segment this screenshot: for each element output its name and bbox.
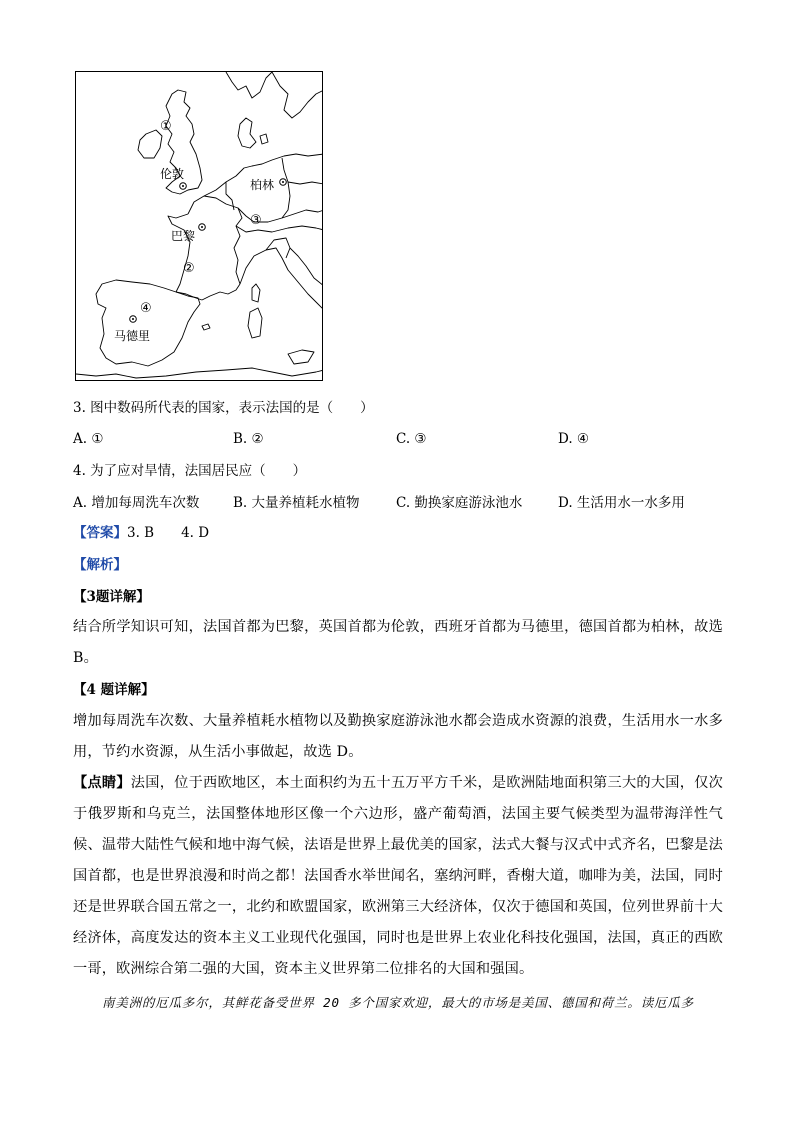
france-west-coast [168, 214, 190, 292]
czech-border [282, 210, 323, 218]
map-marker-1: ① [160, 119, 172, 134]
city-label-madrid: 马德里 [114, 329, 151, 343]
question-4-stem: 4. 为了应对旱情，法国居民应（ ） [73, 463, 307, 479]
denmark-outline [238, 118, 256, 148]
ireland-outline [138, 130, 162, 158]
analysis-label: 【解析】 [73, 557, 127, 573]
q3-option-b: B. ② [233, 431, 264, 447]
highlight-paragraph [73, 768, 723, 985]
sweden-outline [272, 72, 323, 118]
north-africa-coast [76, 368, 323, 378]
sicily-outline [288, 350, 314, 364]
city-label-paris: 巴黎 [171, 229, 196, 243]
map-marker-2: ② [183, 261, 195, 276]
detail-4-label: 【4 题详解】 [73, 682, 155, 698]
italy-outline [240, 248, 323, 310]
sardinia-outline [248, 308, 262, 338]
analysis-line [73, 555, 127, 575]
q3-option-a: A. ① [73, 431, 104, 447]
western-europe-map [76, 72, 323, 381]
answer-text: 3. B 4. D [127, 525, 210, 541]
france-east-border [204, 196, 242, 284]
q4-option-a: A. 增加每周洗车次数 [73, 495, 200, 511]
q4-option-b: B. 大量养植耗水植物 [233, 495, 360, 511]
highlight-text: 法国，位于西欧地区，本土面积约为五十五万平方千米，是欧洲陆地面积第三大的大国，仅次于俄罗斯和乌克兰，法国整体地形区像一个六边形，盛产葡萄酒，法国主要气候类型为温带海洋性气候、温带大陆性气候和地中海气候，法语是世界上最优美的国家，法式大餐与汉式中式齐名，巴黎是法国首都，也是世界浪漫和时尚之都！法国香水举世闻名，塞纳河畔，香榭大道，咖啡为美，法国，同时还是世界联合国五常之一，北约和欧盟国家，欧洲第三大经济体，仅次于德国和英国，位列世界前十大经济体，高度发达的资本主义工业现代化强国，同时也是世界上农业化科技化强国，法国，真正的西欧一哥，欧洲综合第二强的大国，资本主义世界第二位排名的大国和强国。 [73, 775, 724, 977]
next-question-intro: 南美洲的厄瓜多尔，其鲜花备受世界 20 多个国家欢迎，最大的市场是美国、德国和荷兰。读厄瓜多 [102, 995, 694, 1010]
map-marker-3: ③ [250, 213, 262, 228]
poland-border [288, 182, 323, 184]
detail-4-text: 增加每周洗车次数、大量养植耗水植物以及勤换家庭游泳池水都会造成水资源的浪费，生活用水一水多用，节约水资源，从生活小事做起，故选 D。 [73, 713, 723, 760]
map-marker-4: ④ [140, 301, 152, 316]
scandinavia-outline [226, 72, 272, 98]
question-3-stem: 3. 图中数码所代表的国家，表示法国的是（ ） [73, 400, 374, 416]
q4-option-d: D. 生活用水一水多用 [558, 495, 685, 511]
balkans-coast [290, 248, 323, 286]
france-south-coast [202, 284, 240, 300]
capital-markers [130, 179, 287, 323]
europe-map-figure [75, 71, 323, 381]
detail-3-label: 【3题详解】 [73, 589, 150, 605]
iberia-outline [96, 280, 200, 366]
city-label-london: 伦敦 [160, 167, 185, 181]
corsica-outline [252, 284, 260, 302]
detail-3-text: 结合所学知识可知，法国首都为巴黎，英国首都为伦敦，西班牙首都为马德里，德国首都为柏林，故选B。 [73, 619, 723, 666]
q3-option-c: C. ③ [396, 431, 427, 447]
city-label-berlin: 柏林 [250, 178, 275, 192]
answer-label: 【答案】 [73, 525, 127, 541]
q3-option-d: D. ④ [558, 431, 590, 447]
q4-option-c: C. 勤换家庭游泳池水 [396, 495, 523, 511]
answer-line [73, 523, 209, 543]
highlight-label: 【点睛】 [73, 775, 131, 791]
